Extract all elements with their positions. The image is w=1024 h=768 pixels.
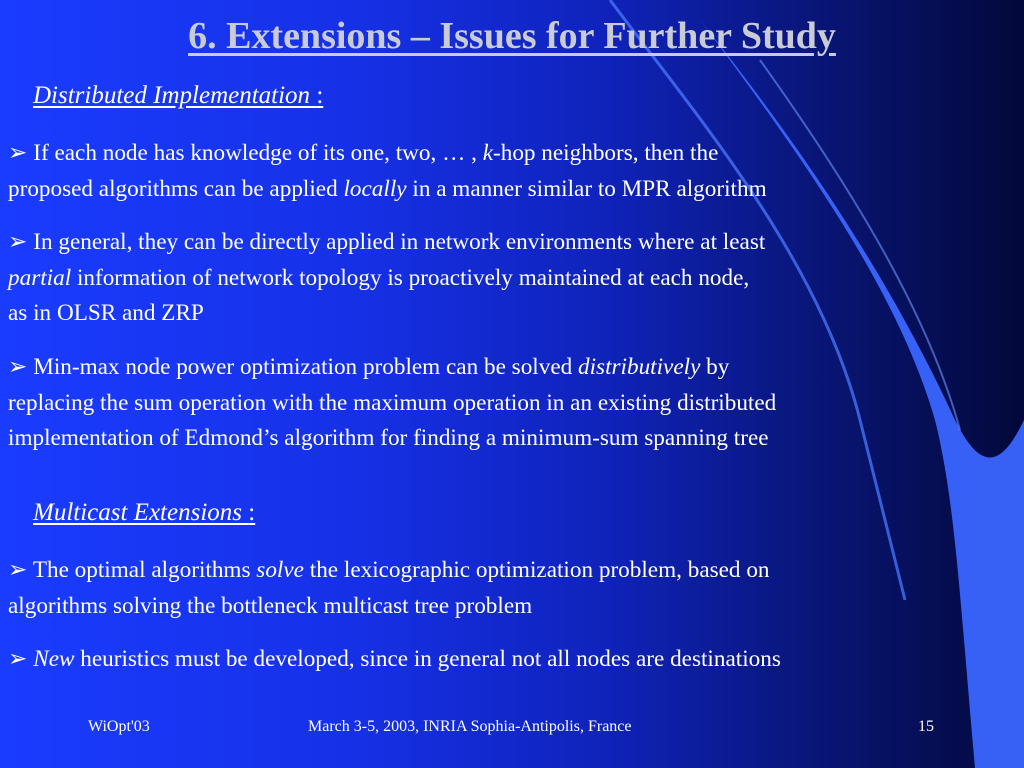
bullet-text: proposed algorithms can be applied xyxy=(8,175,344,202)
bullet-item xyxy=(8,350,1014,457)
bullet-text: as in OLSR and ZRP xyxy=(8,300,204,326)
section-heading-multicast xyxy=(33,499,255,527)
bullet-text: Min-max node power optimization problem can be solved xyxy=(33,354,579,380)
bullet-text: by xyxy=(700,354,730,380)
bullet-text: information of network topology is proactively maintained at each node, xyxy=(71,264,750,291)
bullet-item xyxy=(8,225,1014,332)
bullet-text-italic: partial xyxy=(8,264,72,291)
arrow-bullet-icon: ➢ xyxy=(8,557,28,583)
bullet-item xyxy=(8,553,1014,624)
section-heading-label: Distributed Implementation xyxy=(33,82,311,109)
bullet-text: In general, they can be directly applied in network environments where at least xyxy=(33,229,766,255)
section-heading-colon: : xyxy=(248,499,256,526)
arrow-bullet-icon: ➢ xyxy=(8,229,28,255)
bullet-text: the lexicographic optimization problem, based on xyxy=(303,557,770,583)
section-heading-colon: : xyxy=(316,82,324,109)
section-heading-label: Multicast Extensions xyxy=(33,499,242,526)
arrow-bullet-icon: ➢ xyxy=(8,354,28,380)
section-heading-distributed xyxy=(33,82,323,110)
footer-conference: WiOpt'03 xyxy=(88,718,150,735)
bullet-text: in a manner similar to MPR algorithm xyxy=(406,175,767,202)
bullet-text-italic: locally xyxy=(343,175,407,202)
bullet-text: If each node has knowledge of its one, two, … , xyxy=(33,140,483,166)
arrow-bullet-icon: ➢ xyxy=(8,646,28,672)
bullet-text: implementation of Edmond’s algorithm for finding a minimum-sum spanning tree xyxy=(8,425,769,451)
bullet-text: heuristics must be developed, since in general not all nodes are destinations xyxy=(74,646,781,672)
bullet-text-italic: solve xyxy=(256,557,304,583)
bullet-item xyxy=(8,642,1014,678)
bullet-text: The optimal algorithms xyxy=(32,557,257,583)
footer-page-number: 15 xyxy=(918,718,934,735)
bullet-text-italic: k xyxy=(482,140,493,166)
bullet-text: replacing the sum operation with the maximum operation in an existing distributed xyxy=(8,389,777,416)
bullet-text: algorithms solving the bottleneck multicast tree problem xyxy=(8,592,533,619)
bullet-text: -hop neighbors, then the xyxy=(493,140,719,166)
slide-title: 6. Extensions – Issues for Further Study xyxy=(188,15,836,57)
bullet-item xyxy=(8,136,1014,207)
footer-date-location: March 3-5, 2003, INRIA Sophia-Antipolis, France xyxy=(308,718,632,735)
arrow-bullet-icon: ➢ xyxy=(8,140,28,166)
bullet-text-italic: New xyxy=(33,646,75,672)
bullet-text-italic: distributively xyxy=(578,354,701,380)
